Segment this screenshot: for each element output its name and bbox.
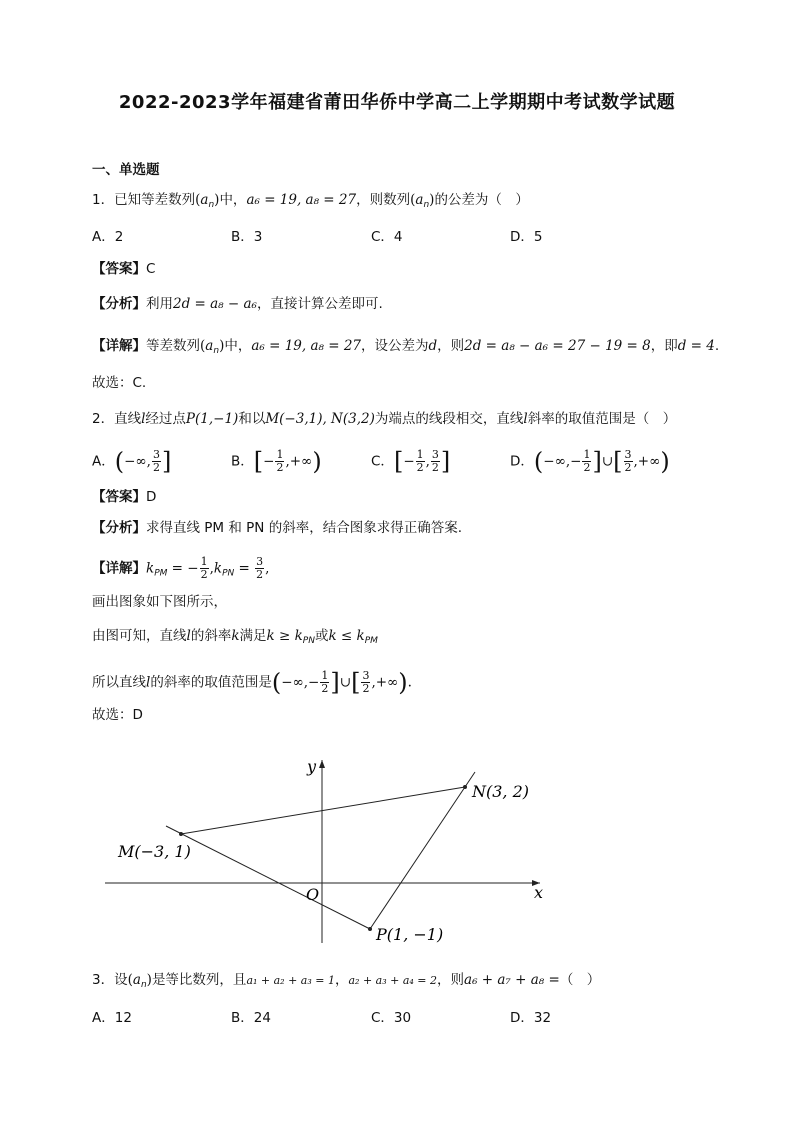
q3-stem: 3．设$(a_n)$是等比数列，且a₁ + a₂ + a₃ = 1，a₂ + a₃ + a₄ = 2，则a₆ + a₇ + a₈ =（ ） [92, 972, 601, 990]
q1-option-d: D．5 [510, 229, 543, 245]
line-PM [166, 826, 370, 929]
q2-answer: 【答案】D [92, 489, 157, 505]
q1-analysis: 【分析】利用2d = a₈ − a₆，直接计算公差即可. [92, 296, 383, 312]
q2-detail-draw: 画出图象如下图所示， [92, 594, 227, 610]
x-label: x [534, 883, 544, 902]
point-N [463, 785, 467, 789]
label-M: M(−3, 1) [118, 842, 191, 861]
y-axis-arrow [319, 760, 325, 768]
q3-option-d: D．32 [510, 1010, 552, 1026]
segment-MN [181, 787, 465, 834]
q2-choose: 故选：D [92, 707, 143, 723]
q1-option-c: C．4 [371, 229, 403, 245]
y-label: y [307, 757, 317, 776]
q3-option-b: B．24 [231, 1010, 271, 1026]
point-M [179, 832, 183, 836]
q1-detail: 【详解】等差数列$(a_n)$中，a₆ = 19, a₈ = 27，设公差为d，则2d = a₈ − a₆ = 27 − 19 = 8，即d = 4. [92, 338, 720, 356]
q1-option-a: A．2 [92, 229, 124, 245]
point-P [368, 927, 372, 931]
q2-analysis: 【分析】求得直线 PM 和 PN 的斜率，结合图象求得正确答案. [92, 520, 462, 536]
q2-detail-range: 所以直线l的斜率的取值范围是(−∞,− $\frac{1}{2}$ ]∪[ $\frac{3}{2}$ ,+∞). [92, 668, 412, 697]
origin-label: O [306, 885, 320, 904]
q2-option-d: D．(−∞,− $\frac{1}{2}$ ]∪[ $\frac{3}{2}$ ,+∞) [510, 447, 670, 476]
q2-option-a: A．(−∞, $\frac{3}{2}$ ] [92, 447, 172, 476]
label-N: N(3, 2) [472, 782, 530, 801]
q2-detail-figure: 由图可知，直线l的斜率k满足$k \ge k_{PN}$或$k \le k_{PM}$ [92, 628, 378, 646]
q3-option-c: C．30 [371, 1010, 412, 1026]
q2-option-b: B．[− $\frac{1}{2}$ ,+∞) [231, 447, 322, 476]
section-heading: 一、单选题 [92, 162, 160, 178]
q2-detail: 【详解】$k_{PM}$ = − $\frac{1}{2}$ $,k_{PN}$ = $\frac{3}{2}$ , [92, 555, 270, 581]
q2-stem: 2．直线l经过点P(1,−1)和以M(−3,1), N(3,2)为端点的线段相交，直线l斜率的取值范围是（ ） [92, 411, 677, 427]
page-title: 2022-2023学年福建省莆田华侨中学高二上学期期中考试数学试题 [118, 92, 676, 113]
q2-option-c: C．[− $\frac{1}{2}$ , $\frac{3}{2}$ ] [371, 447, 451, 476]
q3-option-a: A．12 [92, 1010, 132, 1026]
q1-stem: 1．已知等差数列$(a_n)$中，a₆ = 19, a₈ = 27，则数列$(a_n)$的公差为（ ） [92, 192, 529, 210]
line-PN [370, 772, 475, 929]
q1-option-b: B．3 [231, 229, 263, 245]
q1-choose: 故选：C. [92, 375, 147, 391]
label-P: P(1, −1) [376, 925, 444, 944]
q1-answer: 【答案】C [92, 261, 156, 277]
